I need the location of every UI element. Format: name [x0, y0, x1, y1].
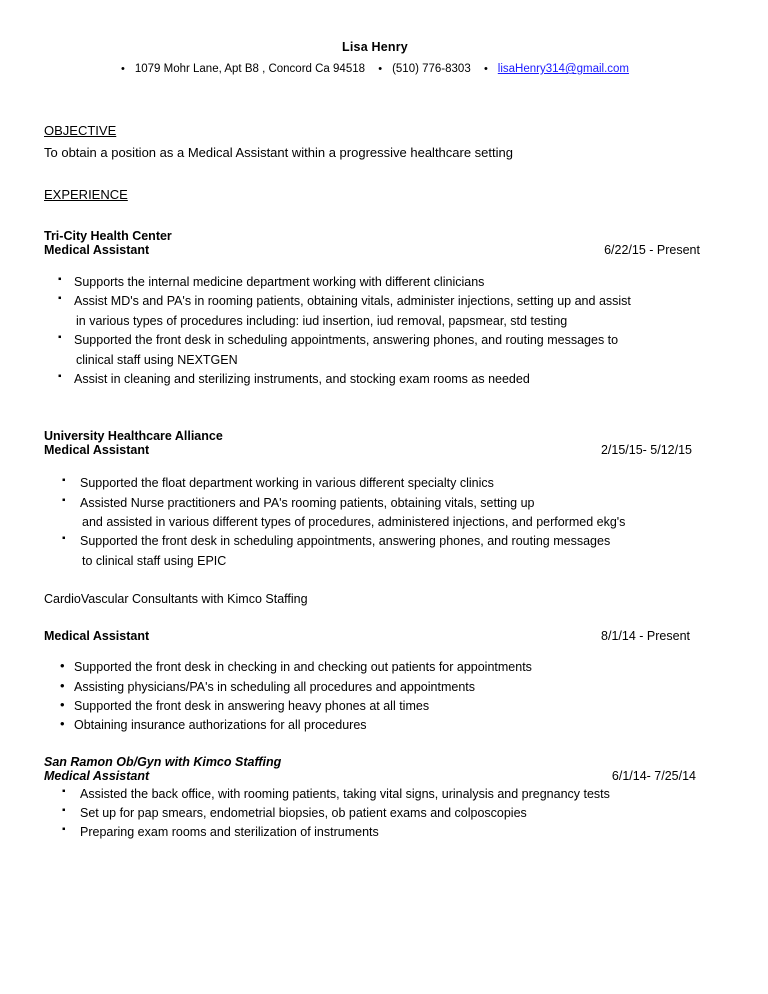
- experience-item: [44, 229, 706, 389]
- list-item: [44, 292, 706, 331]
- job-bullets: [44, 658, 706, 736]
- job-title-row: [44, 243, 706, 257]
- list-item: [44, 494, 706, 533]
- job-bullets: [44, 273, 706, 389]
- bullet-text: Obtaining insurance authorizations for all procedures: [74, 718, 367, 733]
- document-content: [44, 40, 706, 843]
- job-company: CardioVascular Consultants with Kimco Staffing: [44, 592, 308, 607]
- bullet-text: Supported the front desk in scheduling appointments, answering phones, and routing messages: [80, 534, 611, 549]
- objective-text: To obtain a position as a Medical Assistant within a progressive healthcare setting: [44, 145, 513, 160]
- bullet-text: Supported the front desk in answering heavy phones at all times: [74, 698, 430, 713]
- experience-item: [44, 429, 706, 571]
- list-item: [44, 697, 706, 716]
- job-bullets: [44, 474, 706, 571]
- bullet-text: Supported the front desk in scheduling appointments, answering phones, and routing messages to: [74, 333, 619, 348]
- bullet-text: Assist MD's and PA's in rooming patients, obtaining vitals, administer injections, setting up and assist: [74, 294, 631, 309]
- contact-line: [44, 63, 706, 75]
- job-dates: 6/1/14- 7/25/14: [611, 768, 696, 783]
- bullet-text: Assisted the back office, with rooming patients, taking vital signs, urinalysis and pregnancy tests: [80, 786, 610, 801]
- objective-heading: OBJECTIVE: [44, 123, 117, 138]
- bullet-text: Supported the front desk in checking in and checking out patients for appointments: [74, 660, 532, 675]
- experience-heading: EXPERIENCE: [44, 187, 128, 202]
- job-dates: 2/15/15- 5/12/15: [600, 443, 692, 458]
- job-dates: 6/22/15 - Present: [604, 243, 700, 257]
- contact-phone: (510) 776-8303: [392, 63, 471, 75]
- job-company: San Ramon Ob/Gyn with Kimco Staffing: [44, 754, 282, 769]
- list-item: [44, 658, 706, 677]
- experience-item: [44, 592, 706, 736]
- list-item: [44, 273, 706, 292]
- contact-email-link[interactable]: lisaHenry314@gmail.com: [497, 63, 629, 75]
- job-company: University Healthcare Alliance: [44, 429, 223, 444]
- contact-address: 1079 Mohr Lane, Apt B8 , Concord Ca 94518: [134, 63, 366, 75]
- list-item: [44, 370, 706, 389]
- list-item: [44, 678, 706, 697]
- bullet-text: Supports the internal medicine department working with different clinicians: [74, 275, 485, 289]
- bullet-icon: •: [483, 63, 488, 75]
- job-bullets: [44, 785, 706, 843]
- section-objective: [44, 123, 706, 160]
- bullet-icon: •: [378, 63, 383, 75]
- job-title-row: [44, 629, 706, 643]
- list-item: [44, 532, 706, 571]
- job-title: Medical Assistant: [44, 768, 150, 783]
- resume-header: [44, 40, 706, 75]
- bullet-icon: •: [120, 63, 125, 75]
- bullet-text-cont: clinical staff using NEXTGEN: [76, 352, 238, 367]
- job-title: Medical Assistant: [44, 243, 150, 257]
- page-title: Lisa Henry: [342, 40, 408, 54]
- job-title-row: [44, 443, 706, 457]
- bullet-text: Set up for pap smears, endometrial biopsies, ob patient exams and colposcopies: [80, 806, 527, 820]
- list-item: [44, 823, 706, 842]
- bullet-text: Assisted Nurse practitioners and PA's rooming patients, obtaining vitals, setting up: [80, 495, 535, 510]
- list-item: [44, 804, 706, 823]
- job-title-row: [44, 769, 706, 783]
- list-item: [44, 785, 706, 804]
- list-item: [44, 716, 706, 735]
- job-company: Tri-City Health Center: [44, 229, 172, 243]
- bullet-text-cont: and assisted in various different types of procedures, administered injections, and performed ekg's: [82, 515, 626, 529]
- bullet-text: Preparing exam rooms and sterilization of instruments: [80, 825, 379, 840]
- bullet-text: Supported the float department working in various different specialty clinics: [80, 476, 494, 491]
- bullet-text: Assisting physicians/PA's in scheduling all procedures and appointments: [74, 679, 475, 694]
- bullet-text-cont: to clinical staff using EPIC: [82, 553, 227, 568]
- list-item: [44, 474, 706, 493]
- experience-item: [44, 755, 706, 843]
- section-experience: [44, 187, 706, 843]
- list-item: [44, 331, 706, 370]
- bullet-text: Assist in cleaning and sterilizing instruments, and stocking exam rooms as needed: [74, 371, 530, 386]
- job-title: Medical Assistant: [44, 629, 150, 644]
- bullet-text-cont: in various types of procedures including: iud insertion, iud removal, papsmear, std testing: [76, 313, 568, 328]
- job-dates: 8/1/14 - Present: [601, 629, 690, 644]
- job-title: Medical Assistant: [44, 443, 150, 458]
